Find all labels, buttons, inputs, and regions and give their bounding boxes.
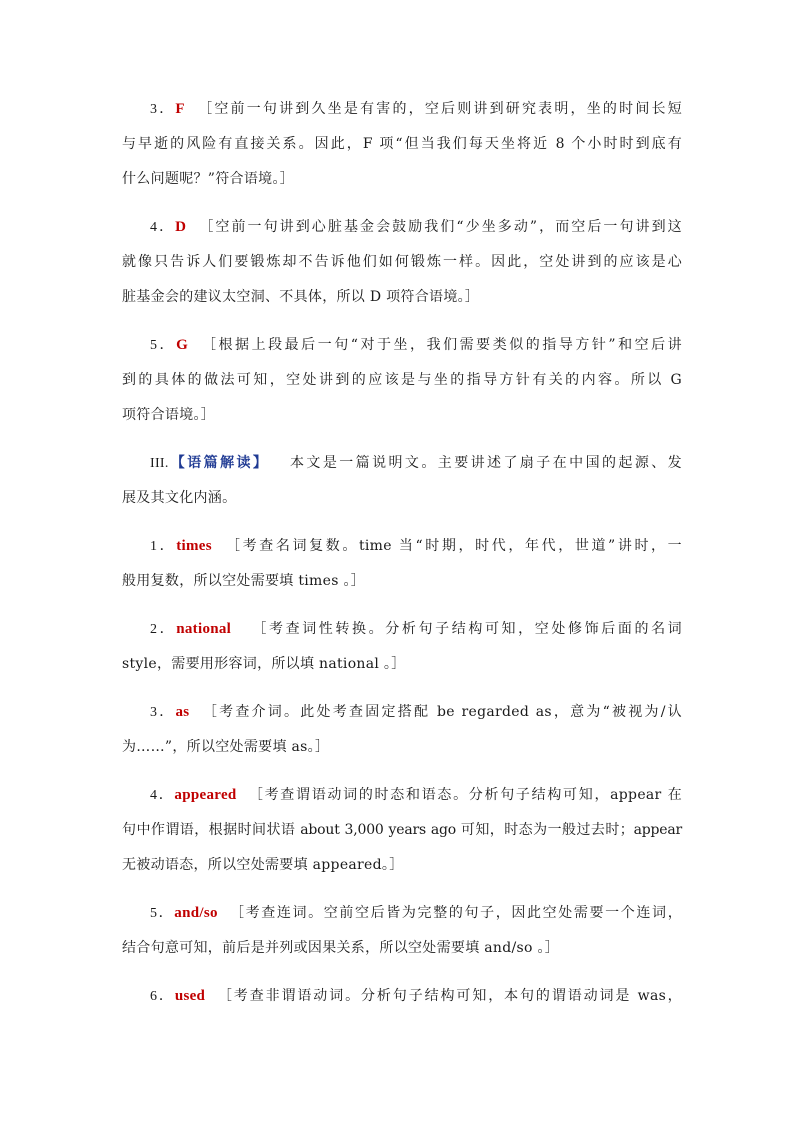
explanation-line: style，需要用形容词，所以填 national 。］ — [122, 656, 406, 672]
answer-item-5 — [122, 328, 682, 433]
answer-line — [122, 778, 682, 813]
answer-word: appeared — [174, 787, 237, 803]
blank-answer-1 — [122, 529, 682, 599]
section-text: 本文是一篇说明文。主要讲述了扇子在中国的起源、发 — [289, 455, 682, 471]
answer-line — [122, 529, 682, 564]
explanation-text: ［考查谓语动词的时态和语态。分析句子结构可知，appear 在 — [248, 787, 682, 803]
answer-line — [122, 612, 682, 647]
explanation-text: ［根据上段最后一句“对于坐，我们需要类似的指导方针”和空后讲 — [202, 337, 682, 353]
answer-line — [122, 979, 682, 1014]
item-number: 6． — [150, 989, 175, 1004]
explanation-line: 无被动语态，所以空处需要填 appeared。］ — [122, 857, 404, 873]
answer-word: used — [174, 988, 206, 1004]
answer-word: national — [176, 621, 232, 637]
item-number: 5． — [150, 906, 175, 921]
item-number: 3． — [150, 102, 176, 117]
item-number: 3． — [150, 705, 176, 720]
blank-answer-5 — [122, 896, 682, 966]
explanation-line: 就像只告诉人们要锻炼却不告诉他们如何锻炼一样。因此，空处讲到的应该是心 — [122, 254, 682, 270]
answer-letter: D — [175, 219, 187, 235]
explanation-text: ［考查连词。空前空后皆为完整的句子，因此空处需要一个连词， — [229, 905, 682, 921]
answer-word: times — [176, 538, 212, 554]
answer-word: as — [175, 704, 190, 720]
explanation-line: 什么问题呢？”符合语境。］ — [122, 171, 295, 187]
answer-line — [122, 92, 682, 127]
explanation-line: 到的具体的做法可知，空处讲到的应该是与坐的指导方针有关的内容。所以 G — [122, 372, 682, 388]
explanation-text: ［空前一句讲到心脏基金会鼓励我们“少坐多动”，而空后一句讲到这 — [199, 219, 682, 235]
answer-item-3 — [122, 92, 682, 197]
explanation-line: 般用复数，所以空处需要填 times 。］ — [122, 573, 366, 589]
explanation-text: ［考查非谓语动词。分析句子结构可知，本句的谓语动词是 was， — [217, 988, 682, 1004]
section-number: III. — [150, 456, 169, 471]
blank-answer-4 — [122, 778, 682, 883]
explanation-text: ［空前一句讲到久坐是有害的，空后则讲到研究表明，坐的时间长短 — [198, 101, 682, 117]
answer-letter: G — [176, 337, 189, 353]
explanation-line: 项符合语境。］ — [122, 407, 216, 423]
section-reading-analysis — [122, 446, 682, 516]
answer-line — [122, 210, 682, 245]
answer-letter: F — [175, 101, 185, 117]
explanation-line: 脏基金会的建议太空洞、不具体，所以 D 项符合语境。］ — [122, 289, 480, 305]
blank-answer-2 — [122, 612, 682, 682]
explanation-line: 结合句意可知，前后是并列或因果关系，所以空处需要填 and/so 。］ — [122, 940, 560, 956]
explanation-text: ［考查词性转换。分析句子结构可知，空处修饰后面的名词 — [252, 621, 682, 637]
item-number: 5． — [150, 338, 177, 353]
section-tag: 【语篇解读】 — [168, 455, 270, 471]
answer-line — [122, 896, 682, 931]
answer-word: and/so — [174, 905, 218, 921]
blank-answer-6 — [122, 979, 682, 1014]
blank-answer-3 — [122, 695, 682, 765]
section-text-line: 展及其文化内涵。 — [122, 490, 237, 506]
item-number: 4． — [150, 220, 176, 235]
explanation-text: ［考查名词复数。time 当“时期，时代，年代，世道”讲时，一 — [226, 538, 682, 554]
item-number: 1． — [150, 539, 177, 554]
explanation-line: 为……”，所以空处需要填 as。］ — [122, 739, 330, 755]
answer-item-4 — [122, 210, 682, 315]
answer-line — [122, 695, 682, 730]
explanation-text: ［考查介词。此处考查固定搭配 be regarded as，意为“被视为/认 — [202, 704, 682, 720]
explanation-line: 与早逝的风险有直接关系。因此，F 项“但当我们每天坐将近 8 个小时时到底有 — [122, 136, 682, 152]
answer-line — [122, 328, 682, 363]
item-number: 4． — [150, 788, 175, 803]
item-number: 2． — [150, 622, 177, 637]
section-header-line — [122, 446, 682, 481]
explanation-line: 句中作谓语，根据时间状语 about 3,000 years ago 可知，时态为一般过去时；appear — [122, 822, 682, 838]
